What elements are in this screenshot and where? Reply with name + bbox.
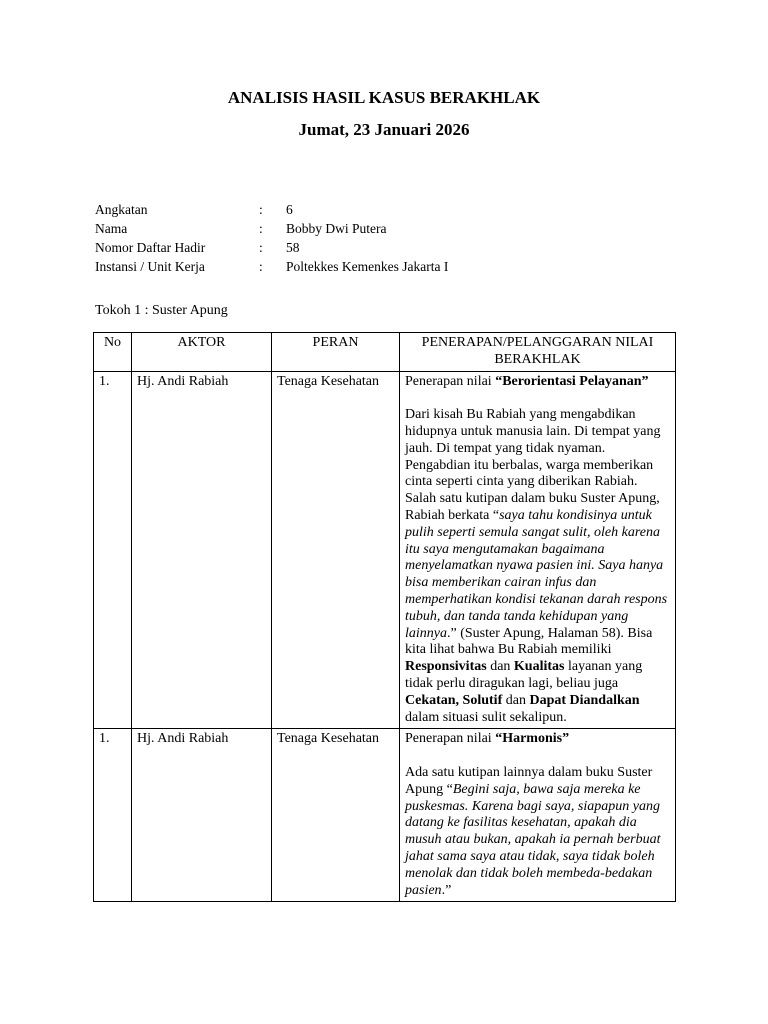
cell-no: 1.: [94, 729, 132, 902]
table-row: [94, 371, 676, 729]
header-aktor: AKTOR: [132, 333, 272, 372]
header-peran: PERAN: [272, 333, 400, 372]
analysis-text: Dari kisah Bu Rabiah yang mengabdikan hidupnya untuk manusia lain. Di tempat yang jauh. Di tempat yang tidak nyaman. Pengabdian itu berbalas, warga memberikan cinta seperti cinta yang diberikan Rabiah. Salah satu kutipan dalam buku Suster Apung, Rabiah berkata “: [405, 407, 661, 523]
analysis-text: dan: [486, 659, 514, 675]
info-value: 58: [286, 240, 300, 255]
analysis-paragraph: [405, 765, 670, 899]
tokoh-label: Tokoh 1 : Suster Apung: [95, 303, 228, 318]
header-no: No: [94, 333, 132, 372]
info-row-angkatan: [95, 200, 448, 219]
info-colon: :: [259, 221, 263, 236]
nilai-name: “Harmonis”: [495, 731, 570, 747]
cell-peran: Tenaga Kesehatan: [272, 371, 400, 729]
cell-penerapan: [400, 371, 676, 729]
cell-peran: Tenaga Kesehatan: [272, 729, 400, 902]
analysis-text: layanan yang tidak perlu diragukan lagi, beliau juga: [405, 659, 643, 691]
analysis-text: dan: [502, 692, 530, 708]
analysis-text: Ada satu kutipan lainnya dalam buku Suster Apung “: [405, 764, 653, 797]
nilai-prefix: Penerapan nilai: [405, 731, 496, 747]
info-row-nomor-daftar-hadir: [95, 238, 448, 257]
document-date: Jumat, 23 Januari 2026: [298, 120, 470, 139]
nilai-prefix: Penerapan nilai: [405, 373, 496, 389]
nilai-name: “Berorientasi Pelayanan”: [495, 373, 649, 389]
info-label: Angkatan: [95, 202, 148, 217]
highlight-dapat-diandalkan: Dapat Diandalkan: [529, 692, 640, 708]
info-colon: :: [259, 202, 263, 217]
highlight-cekatan-solutif: Cekatan, Solutif: [405, 692, 503, 708]
analysis-text: .”: [441, 882, 452, 898]
identity-block: [95, 200, 448, 276]
info-row-instansi: [95, 257, 448, 276]
analysis-text: dalam situasi sulit sekalipun.: [405, 709, 567, 725]
nilai-heading: [405, 374, 670, 391]
info-value: Poltekkes Kemenkes Jakarta I: [286, 259, 449, 274]
info-label: Instansi / Unit Kerja: [95, 259, 205, 274]
info-colon: :: [259, 240, 263, 255]
analysis-paragraph: [405, 407, 670, 726]
book-quote: Begini saja, bawa saja mereka ke puskesmas. Karena bagi saya, siapapun yang datang ke fasilitas kesehatan, apakah dia musuh atau bukan, apakah ia pernah berbuat jahat sama saya atau tidak, saya tidak boleh menolak dan tidak boleh membeda-bedakan pasien: [405, 781, 661, 898]
cell-aktor: Hj. Andi Rabiah: [132, 729, 272, 902]
info-value: Bobby Dwi Putera: [286, 221, 387, 236]
analysis-text: .” (Suster Apung, Halaman 58). Bisa kita lihat bahwa Bu Rabiah memiliki: [405, 625, 653, 658]
info-value: 6: [286, 202, 293, 217]
nilai-heading: [405, 731, 670, 748]
info-label: Nama: [95, 221, 128, 236]
info-label: Nomor Daftar Hadir: [95, 240, 206, 255]
analysis-table: [93, 332, 676, 902]
table-row: [94, 729, 676, 902]
info-colon: :: [259, 259, 263, 274]
highlight-responsivitas: Responsivitas: [405, 659, 487, 675]
header-penerapan: PENERAPAN/PELANGGARAN NILAI BERAKHLAK: [400, 333, 676, 372]
info-row-nama: [95, 219, 448, 238]
book-quote: saya tahu kondisinya untuk pulih seperti semula sangat sulit, oleh karena itu saya mengutamakan bagaimana menyelamatkan nyawa pasien ini. Saya hanya bisa memberikan cairan infus dan memperhatikan kondisi tekanan darah respons tubuh, dan tanda tanda kehidupan yang lainnya: [405, 507, 668, 641]
document-title: ANALISIS HASIL KASUS BERAKHLAK: [227, 88, 541, 107]
highlight-kualitas: Kualitas: [513, 659, 565, 675]
cell-penerapan: [400, 729, 676, 902]
cell-no: 1.: [94, 371, 132, 729]
table-header-row: [94, 333, 676, 372]
cell-aktor: Hj. Andi Rabiah: [132, 371, 272, 729]
